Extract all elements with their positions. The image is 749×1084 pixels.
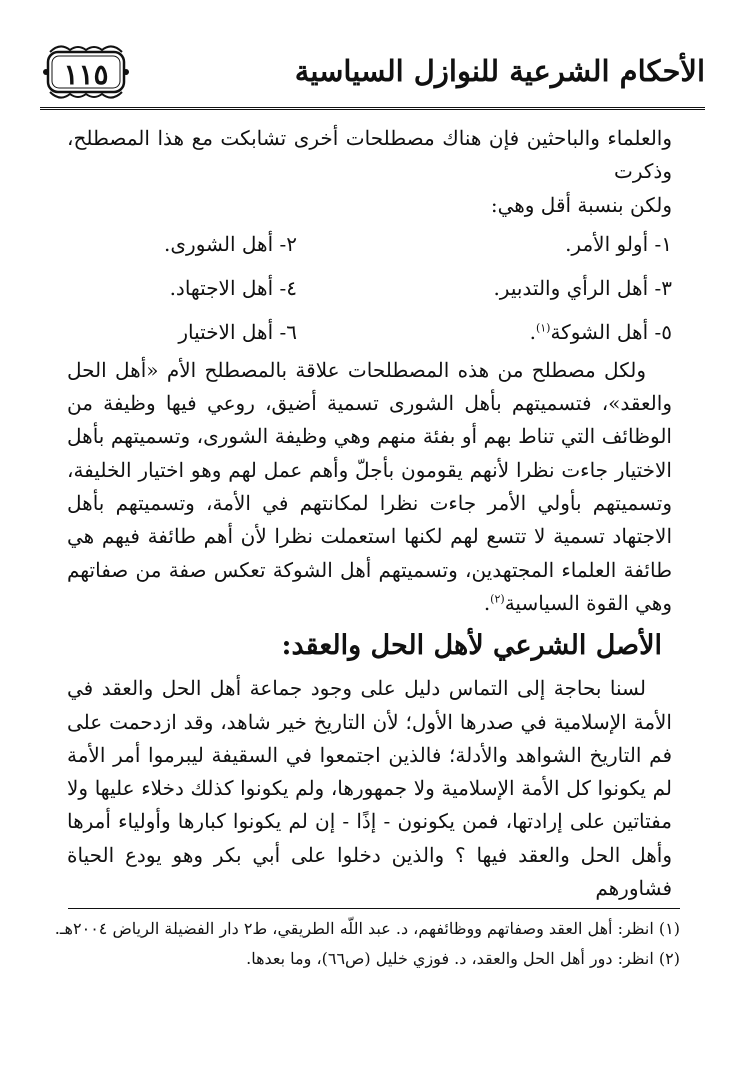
paragraph-origin: لسنا بحاجة إلى التماس دليل على وجود جماعة أهل الحل والعقد في الأمة الإسلامية في صدرها الأول؛ لأن التاريخ خير شاهد، وقد ازدحمت على فم التاريخ الشواهد والأدلة؛ فالذين اجتمعوا في السقيفة ليبرموا أمر الأمة لم يكونوا كل الأمة الإسلامية ولا جمهورها، ولم يكونوا كذلك دخلاء عليها ولا مفتاتين على إرادتها، فمن يكونون - إذًا - إن لم يكونوا كبارها وأولياء أمرها وأهل الحل والعقد فيها ؟ والذين دخلوا على أبي بكر وهو يودع الحياة فشاورهم	[67, 676, 672, 901]
paragraph-text: ولكل مصطلح من هذه المصطلحات علاقة بالمصطلح الأم «أهل الحل والعقد»، فتسميتهم بأهل الشورى تسمية أضيق، روعي فيها وظيفة من الوظائف التي تناط بهم أو بفئة منهم وهي وظيفة الشورى، وتسميتهم بأهل الاختيار جاءت نظرا لأنهم يقومون بأجلّ وأهم عمل لهم وهو اختيار الخليفة، وتسميتهم بأولي الأمر جاءت نظرا لمكانتهم في الأمة، وتسميتهم بأهل الاجتهاد تسمية لا تتسع لهم لكنها استعملت نظرا لأن أهم طائفة فيهم هي طائفة العلماء المجتهدين، وتسميتهم أهل الشوكة تعكس صفة من صفاتهم وهي القوة السياسية	[67, 357, 672, 615]
intro-line-1: والعلماء والباحثين فإن هناك مصطلحات أخرى تشابكت مع هذا المصطلح، وذكرت	[67, 126, 672, 184]
term-list	[67, 222, 672, 354]
term-item: ٣- أهل الرأي والتدبير.	[493, 275, 672, 300]
page-number-frame	[40, 44, 132, 100]
term-row	[67, 266, 672, 310]
term-item: ٦- أهل الاختيار	[178, 319, 297, 344]
main-text	[67, 122, 672, 905]
page-header	[40, 40, 705, 110]
paragraph-terms	[67, 354, 672, 620]
footnotes	[54, 914, 680, 974]
section-heading: الأصل الشرعي لأهل الحل والعقد:	[281, 630, 662, 662]
header-rule	[40, 107, 705, 110]
running-title: الأحكام الشرعية للنوازل السياسية	[294, 54, 705, 88]
paragraph-end: .	[483, 590, 491, 615]
term-row	[67, 222, 672, 266]
term-item	[412, 320, 672, 344]
term-row	[67, 310, 672, 354]
footnote-ref: (١)	[535, 321, 551, 335]
term-end: .	[529, 319, 536, 344]
term-item: ٤- أهل الاجتهاد.	[169, 275, 297, 300]
term-item: ٢- أهل الشورى.	[164, 231, 297, 256]
intro-line-2: ولكن بنسبة أقل وهي:	[490, 192, 672, 217]
footnote: (١) انظر: أهل العقد وصفاتهم ووظائفهم، د. عبد اللّه الطريقي، ط٢ دار الفضيلة الرياض ٢٠٠٤هـ.	[54, 919, 680, 938]
footnote-ref: (٢)	[490, 592, 505, 606]
footnote: (٢) انظر: دور أهل الحل والعقد، د. فوزي خليل (ص٦٦)، وما بعدها.	[246, 949, 680, 968]
footnote-separator	[68, 908, 680, 909]
term-text: ٥- أهل الشوكة	[550, 319, 672, 344]
page-number: ١١٥	[63, 58, 109, 91]
term-item: ١- أولو الأمر.	[565, 231, 672, 256]
